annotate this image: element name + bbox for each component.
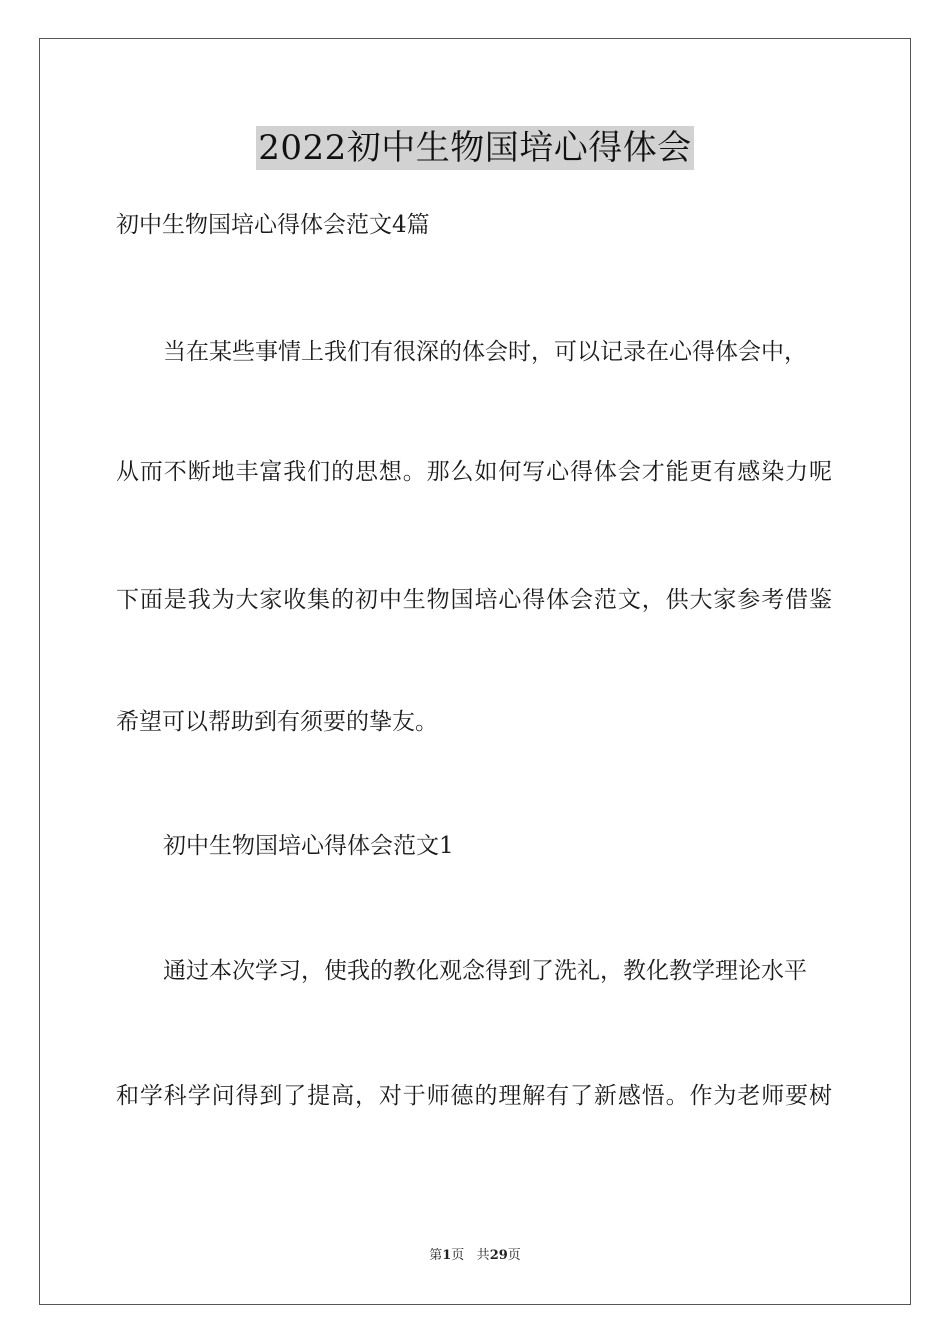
paragraph-line: 从而不断地丰富我们的思想。那么如何写心得体会才能更有感染力呢 (116, 459, 832, 485)
paragraph-line: 希望可以帮助到有须要的挚友。 (116, 709, 438, 735)
paragraph-line: 和学科学问得到了提高，对于师德的理解有了新感悟。作为老师要树 (116, 1083, 832, 1109)
title-container (0, 126, 950, 170)
footer-total-prefix: 共 (476, 1248, 490, 1263)
footer-total-pages: 29 (489, 1248, 508, 1263)
paragraph-line: 当在某些事情上我们有很深的体会时，可以记录在心得体会中， (163, 339, 807, 365)
document-subtitle: 初中生物国培心得体会范文4篇 (116, 212, 430, 238)
paragraph-line: 通过本次学习，使我的教化观念得到了洗礼，教化教学理论水平 (163, 958, 807, 984)
footer-page-suffix: 页 (451, 1248, 465, 1263)
document-title: 2022初中生物国培心得体会 (258, 128, 692, 168)
footer-page-prefix: 第 (429, 1248, 443, 1263)
page-footer (0, 1247, 950, 1265)
section-heading: 初中生物国培心得体会范文1 (163, 833, 454, 859)
footer-gap (464, 1248, 476, 1263)
paragraph-line: 下面是我为大家收集的初中生物国培心得体会范文，供大家参考借鉴 (116, 587, 832, 613)
footer-page-number: 1 (442, 1248, 452, 1263)
footer-total-suffix: 页 (507, 1248, 521, 1263)
